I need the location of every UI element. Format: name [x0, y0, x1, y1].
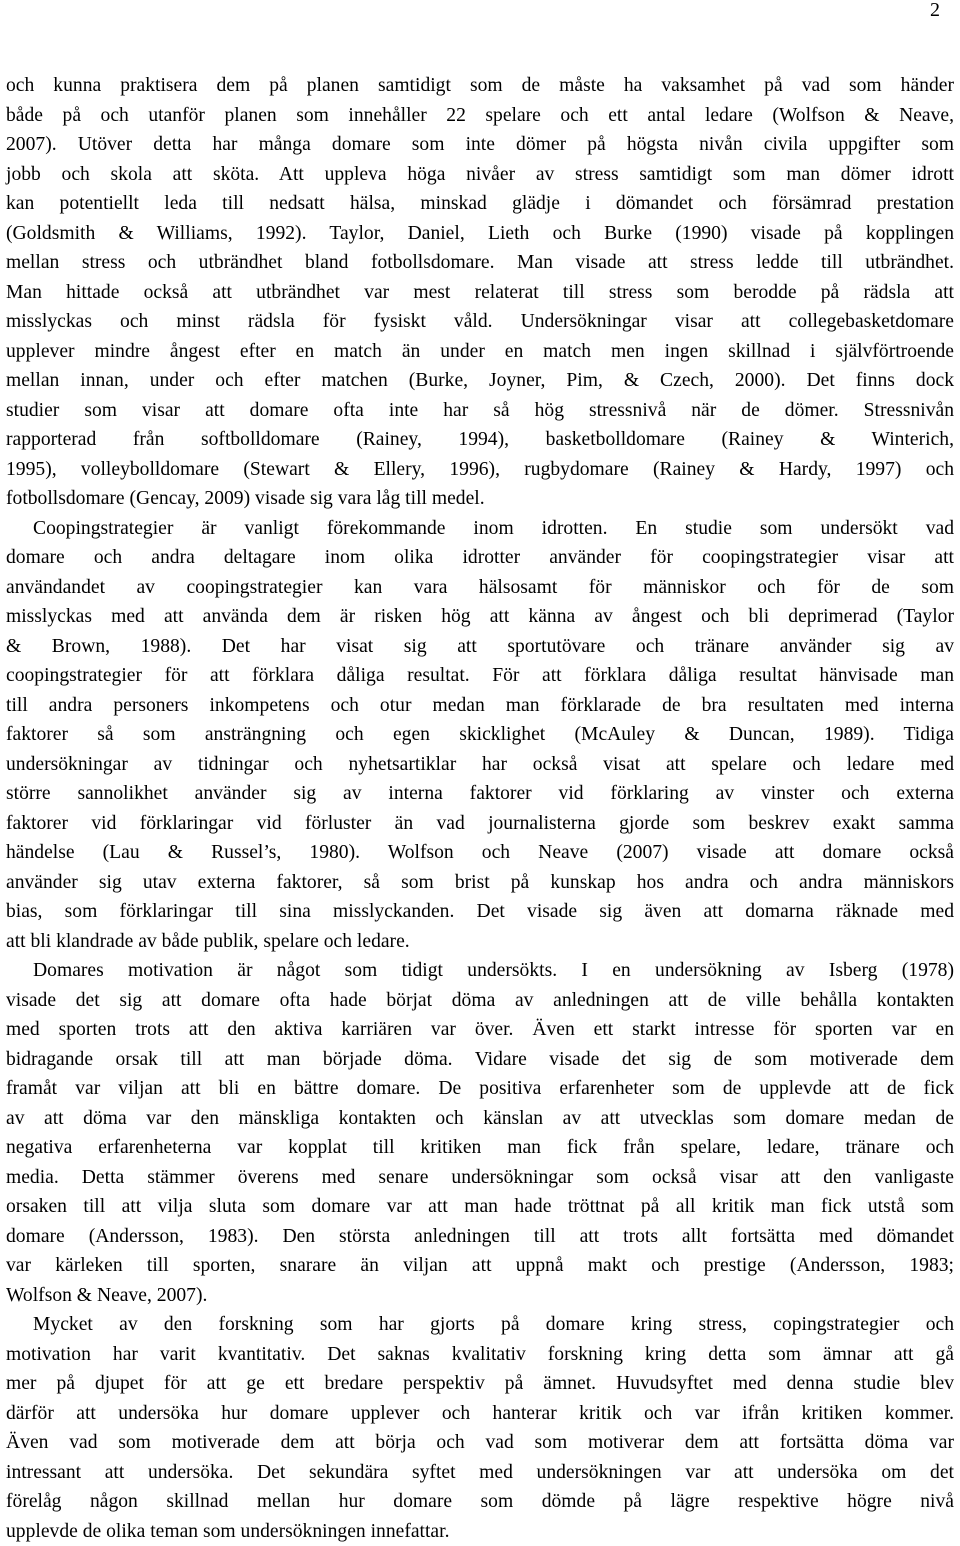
- text-line: Även vad som motiverade dem att börja och vad som motiverar dem att fortsätta döma var: [6, 1428, 954, 1458]
- paragraph: [6, 514, 954, 957]
- text-line: misslyckas med att använda dem är risken hög att känna av ångest och bli deprimerad (Taylor: [6, 602, 954, 632]
- text-line: Mycket av den forskning som har gjorts på domare kring stress, copingstrategier och: [6, 1310, 954, 1340]
- text-line: använder sig utav externa faktorer, så som brist på kunskap hos andra och andra människors: [6, 868, 954, 898]
- text-line: Man hittade också att utbrändhet var mest relaterat till stress som berodde på rädsla att: [6, 278, 954, 308]
- text-line: misslyckas och minst rädsla för fysiskt våld. Undersökningar visar att collegebasketdomare: [6, 307, 954, 337]
- text-line: orsaken till att vilja sluta som domare var att man hade tröttnat på all kritik man fick utstå som: [6, 1192, 954, 1222]
- text-line: med sporten trots att den aktiva karriären var över. Även ett starkt intresse för sporten var en: [6, 1015, 954, 1045]
- text-line: av att döma var den mänskliga kontakten och känslan av att utvecklas som domare medan de: [6, 1104, 954, 1134]
- text-line: kan potentiellt leda till nedsatt hälsa, minskad glädje i dömandet och försämrad prestation: [6, 189, 954, 219]
- text-line: negativa erfarenheterna var kopplat till kritiken man fick från spelare, ledare, tränare och: [6, 1133, 954, 1163]
- text-line: både på och utanför planen som innehåller 22 spelare och ett antal ledare (Wolfson & Neave,: [6, 101, 954, 131]
- text-line: användandet av coopingstrategier kan vara hälsosamt för människor och för de som: [6, 573, 954, 603]
- text-line: därför att undersöka hur domare upplever och hanterar kritik och var ifrån kritiken kommer.: [6, 1399, 954, 1429]
- text-line: visade det sig att domare ofta hade börjat döma av anledningen att de ville behålla kontakten: [6, 986, 954, 1016]
- text-line: bias, som förklaringar till sina misslyckanden. Det visade sig även att domarna räknade med: [6, 897, 954, 927]
- text-line: 2007). Utöver detta har många domare som inte dömer på högsta nivån civila uppgifter som: [6, 130, 954, 160]
- text-line: (Goldsmith & Williams, 1992). Taylor, Daniel, Lieth och Burke (1990) visade på kopplingen: [6, 219, 954, 249]
- text-line: Wolfson & Neave, 2007).: [6, 1281, 954, 1311]
- text-line: fotbollsdomare (Gencay, 2009) visade sig vara låg till medel.: [6, 484, 954, 514]
- text-line: förelåg någon skillnad mellan hur domare som dömde på lägre respektive högre nivå: [6, 1487, 954, 1517]
- text-line: media. Detta stämmer överens med senare undersökningar som också visar att den vanligaste: [6, 1163, 954, 1193]
- text-line: till andra personers inkompetens och otur medan man förklarade de bra resultaten med interna: [6, 691, 954, 721]
- text-line: att bli klandrade av både publik, spelare och ledare.: [6, 927, 954, 957]
- paragraph: [6, 956, 954, 1310]
- text-line: & Brown, 1988). Det har visat sig att sportutövare och tränare använder sig av: [6, 632, 954, 662]
- text-line: Coopingstrategier är vanligt förekommande inom idrotten. En studie som undersökt vad: [6, 514, 954, 544]
- paragraph: [6, 1310, 954, 1546]
- body-text: [6, 71, 954, 1546]
- text-line: framåt var viljan att bli en bättre domare. De positiva erfarenheter som de upplevde att de fick: [6, 1074, 954, 1104]
- text-line: var kärleken till sporten, snarare än viljan att uppnå makt och prestige (Andersson, 1983;: [6, 1251, 954, 1281]
- text-line: Domares motivation är något som tidigt undersökts. I en undersökning av Isberg (1978): [6, 956, 954, 986]
- text-line: faktorer så som ansträngning och egen skicklighet (McAuley & Duncan, 1989). Tidiga: [6, 720, 954, 750]
- text-line: bidragande orsak till att man började döma. Vidare visade det sig de som motiverade dem: [6, 1045, 954, 1075]
- paragraph: [6, 71, 954, 514]
- text-line: mellan stress och utbrändhet bland fotbollsdomare. Man visade att stress ledde till utbrändhet.: [6, 248, 954, 278]
- text-line: intressant att undersöka. Det sekundära syftet med undersökningen var att undersöka om det: [6, 1458, 954, 1488]
- text-line: domare (Andersson, 1983). Den största anledningen till att trots allt fortsätta med dömandet: [6, 1222, 954, 1252]
- text-line: mellan innan, under och efter matchen (Burke, Joyner, Pim, & Czech, 2000). Det finns dock: [6, 366, 954, 396]
- text-line: domare och andra deltagare inom olika idrotter använder för coopingstrategier visar att: [6, 543, 954, 573]
- page-number: 2: [900, 0, 940, 20]
- text-line: och kunna praktisera dem på planen samtidigt som de måste ha vaksamhet på vad som händer: [6, 71, 954, 101]
- text-line: 1995), volleybolldomare (Stewart & Ellery, 1996), rugbydomare (Rainey & Hardy, 1997) och: [6, 455, 954, 485]
- text-line: undersökningar av tidningar och nyhetsartiklar har också visat att spelare och ledare med: [6, 750, 954, 780]
- text-line: upplever mindre ångest efter en match än under en match men ingen skillnad i självförtroende: [6, 337, 954, 367]
- text-line: upplevde de olika teman som undersökningen innefattar.: [6, 1517, 954, 1546]
- text-line: jobb och skola att sköta. Att uppleva höga nivåer av stress samtidigt som man dömer idrott: [6, 160, 954, 190]
- text-line: mer på djupet för att ge ett bredare perspektiv på ämnet. Huvudsyftet med denna studie blev: [6, 1369, 954, 1399]
- text-line: coopingstrategier för att förklara dåliga resultat. För att förklara dåliga resultat hänvisade man: [6, 661, 954, 691]
- text-line: händelse (Lau & Russel’s, 1980). Wolfson och Neave (2007) visade att domare också: [6, 838, 954, 868]
- text-line: större sannolikhet använder sig av interna faktorer vid förklaring av vinster och externa: [6, 779, 954, 809]
- text-line: studier som visar att domare ofta inte har så hög stressnivå när de dömer. Stressnivån: [6, 396, 954, 426]
- text-line: rapporterad från softbolldomare (Rainey, 1994), basketbolldomare (Rainey & Winterich,: [6, 425, 954, 455]
- text-line: motivation har varit kvantitativ. Det saknas kvalitativ forskning kring detta som ämnar att gå: [6, 1340, 954, 1370]
- text-line: faktorer vid förklaringar vid förluster än vad journalisterna gjorde som beskrev exakt samma: [6, 809, 954, 839]
